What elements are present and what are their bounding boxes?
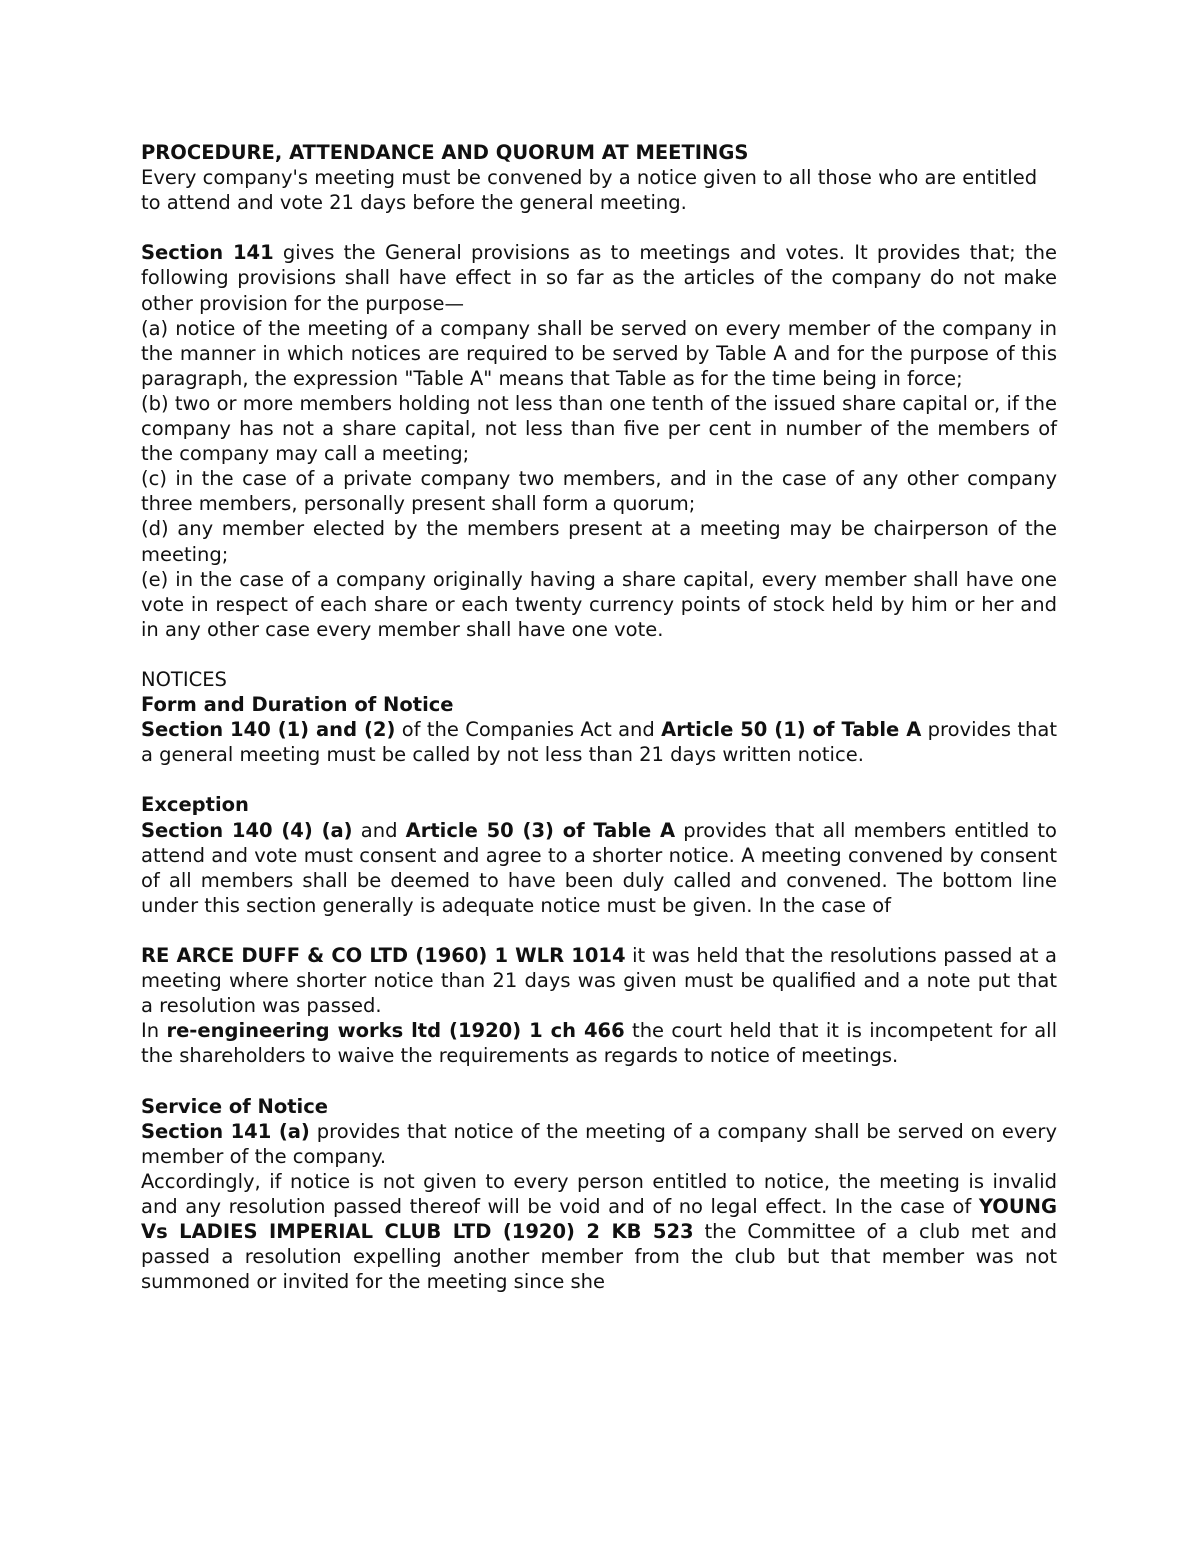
service-notice-heading: Service of Notice <box>141 1094 329 1118</box>
doc-heading: PROCEDURE, ATTENDANCE AND QUORUM AT MEETINGS <box>141 141 749 164</box>
notices-heading: NOTICES <box>141 667 227 691</box>
spacer <box>141 215 1057 240</box>
exception-heading: Exception <box>141 793 249 817</box>
young-case-paragraph: Accordingly, if notice is not given to every person entitled to notice, the meeting is invalid and any resolution passed thereof will be void and of no legal effect. In the case of YOUNG Vs LADIES IMPERIAL CLUB LTD (1920) 2 KB 523 the Committee of a club met and passed a resolution expelling another member from the club but that member was not summoned or invited for the meeting since she <box>141 1169 1058 1294</box>
document-page <box>141 140 1057 1294</box>
spacer <box>141 767 1057 792</box>
re-engineering-case-paragraph: In re-engineering works ltd (1920) 1 ch 466 the court held that it is incompetent for all the shareholders to waive the requirements as regards to notice of meetings. <box>141 1019 1057 1068</box>
provision-item-d: (d) any member elected by the members present at a meeting may be chairperson of the meeting; <box>141 517 1057 566</box>
exception-paragraph: Section 140 (4) (a) and Article 50 (3) of Table A provides that all members entitled to attend and vote must consent and agree to a shorter notice. A meeting convened by consent of all members shall be deemed to have been duly called and convened. The bottom line under this section generally is adequate notice must be given. In the case of <box>141 818 1057 917</box>
provision-item-e: (e) in the case of a company originally having a share capital, every member shall have one vote in respect of each share or each twenty currency points of stock held by him or her and in any other case every member shall have one vote. <box>141 567 1057 641</box>
form-duration-heading: Form and Duration of Notice <box>141 693 454 717</box>
service-notice-paragraph: Section 141 (a) provides that notice of the meeting of a company shall be served on every member of the company. <box>141 1119 1057 1168</box>
spacer <box>141 1068 1057 1093</box>
provision-item-a: (a) notice of the meeting of a company shall be served on every member of the company in the manner in which notices are required to be served by Table A and for the purpose of this paragraph, the expression "Table A" means that Table as for the time being in force; <box>141 316 1057 390</box>
section-141-label: Section 141 <box>141 241 274 265</box>
spacer <box>141 642 1057 667</box>
intro-paragraph: Every company's meeting must be convened by a notice given to all those who are entitled to attend and vote 21 days before the general meeting. <box>141 166 1038 215</box>
provision-item-c: (c) in the case of a private company two members, and in the case of any other company three members, personally present shall form a quorum; <box>141 467 1057 516</box>
form-duration-paragraph: Section 140 (1) and (2) of the Companies Act and Article 50 (1) of Table A provides that a general meeting must be called by not less than 21 days written notice. <box>141 718 1057 767</box>
spacer <box>141 918 1057 943</box>
arce-duff-case-paragraph: RE ARCE DUFF & CO LTD (1960) 1 WLR 1014 it was held that the resolutions passed at a meeting where shorter notice than 21 days was given must be qualified and a note put that a resolution was passed. <box>141 944 1057 1018</box>
provision-item-b: (b) two or more members holding not less than one tenth of the issued share capital or, if the company has not a share capital, not less than five per cent in number of the members of the company may call a meeting; <box>141 391 1057 466</box>
section-141-paragraph: Section 141 gives the General provisions as to meetings and votes. It provides that; the following provisions shall have effect in so far as the articles of the company do not make other provision for the purpose— <box>141 241 1057 315</box>
